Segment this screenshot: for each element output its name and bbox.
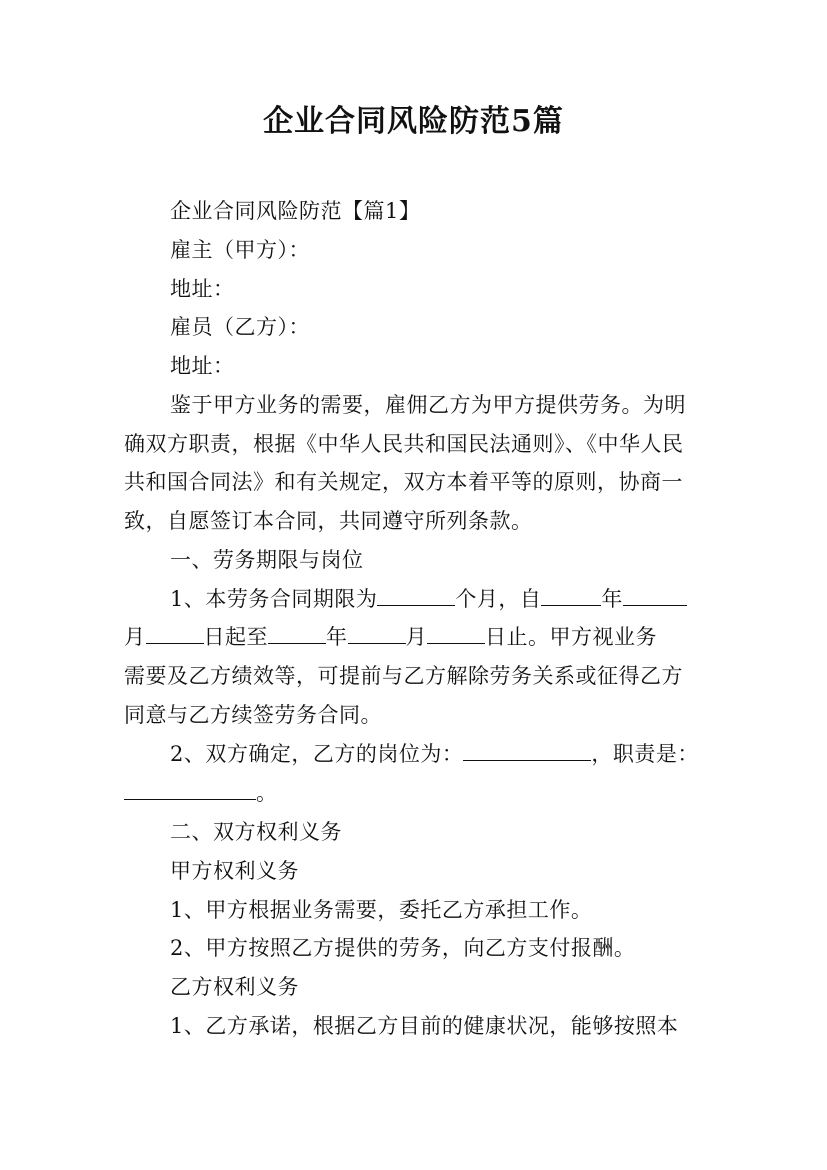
clause-1-line-2 bbox=[124, 618, 714, 656]
section-heading: 企业合同风险防范【篇1】 bbox=[170, 199, 421, 223]
fill-blank-end-day bbox=[427, 621, 485, 644]
fill-blank-end-year bbox=[268, 621, 326, 644]
clause-1-line-4: 同意与乙方续签劳务合同。 bbox=[124, 703, 382, 727]
party-a-heading: 甲方权利义务 bbox=[170, 859, 299, 883]
clause-text: 日起至 bbox=[203, 625, 268, 649]
fill-blank-duties bbox=[124, 777, 256, 800]
clause-text: ，职责是： bbox=[591, 742, 699, 766]
employer-label: 雇主（甲方）： bbox=[170, 238, 310, 262]
clause-1-line-1 bbox=[170, 580, 760, 618]
preamble-line: 鉴于甲方业务的需要，雇佣乙方为甲方提供劳务。为明 bbox=[170, 393, 686, 417]
section-2-heading: 二、双方权利义务 bbox=[170, 820, 342, 844]
clause-text: 月 bbox=[124, 625, 146, 649]
party-a-item: 1、甲方根据业务需要，委托乙方承担工作。 bbox=[170, 898, 593, 922]
clause-2-line-2 bbox=[124, 774, 714, 812]
employer-address: 地址： bbox=[170, 277, 235, 301]
preamble-line: 确双方职责，根据《中华人民共和国民法通则》、《中华人民 bbox=[124, 432, 684, 456]
clause-text: 月 bbox=[405, 625, 427, 649]
clause-text: 个月，自 bbox=[455, 587, 542, 611]
clause-text: 1、本劳务合同期限为 bbox=[170, 587, 378, 611]
party-a-item: 2、甲方按照乙方提供的劳务，向乙方支付报酬。 bbox=[170, 936, 636, 960]
employee-label: 雇员（乙方）： bbox=[170, 315, 310, 339]
document-title: 企业合同风险防范5篇 bbox=[263, 104, 564, 139]
clause-text: 日止。甲方视业务 bbox=[485, 625, 657, 649]
section-1-heading: 一、劳务期限与岗位 bbox=[170, 548, 364, 572]
fill-blank-months bbox=[377, 583, 455, 606]
party-b-heading: 乙方权利义务 bbox=[170, 975, 299, 999]
clause-text: 年 bbox=[326, 625, 348, 649]
employee-address: 地址： bbox=[170, 354, 235, 378]
fill-blank-start-year bbox=[541, 583, 601, 606]
clause-1-line-3: 需要及乙方绩效等，可提前与乙方解除劳务关系或征得乙方 bbox=[124, 664, 683, 688]
clause-text: 2、双方确定，乙方的岗位为： bbox=[170, 742, 464, 766]
preamble-line: 致，自愿签订本合同，共同遵守所列条款。 bbox=[124, 509, 533, 533]
fill-blank-position bbox=[463, 738, 591, 761]
party-b-item: 1、乙方承诺，根据乙方目前的健康状况，能够按照本 bbox=[170, 1014, 679, 1038]
fill-blank-start-month bbox=[623, 583, 687, 606]
fill-blank-end-month bbox=[348, 621, 406, 644]
preamble-line: 共和国合同法》和有关规定，双方本着平等的原则，协商一 bbox=[124, 470, 683, 494]
clause-text: 。 bbox=[256, 781, 278, 805]
clause-2-line-1 bbox=[170, 735, 760, 773]
clause-text: 年 bbox=[601, 587, 623, 611]
fill-blank-start-day bbox=[146, 621, 204, 644]
